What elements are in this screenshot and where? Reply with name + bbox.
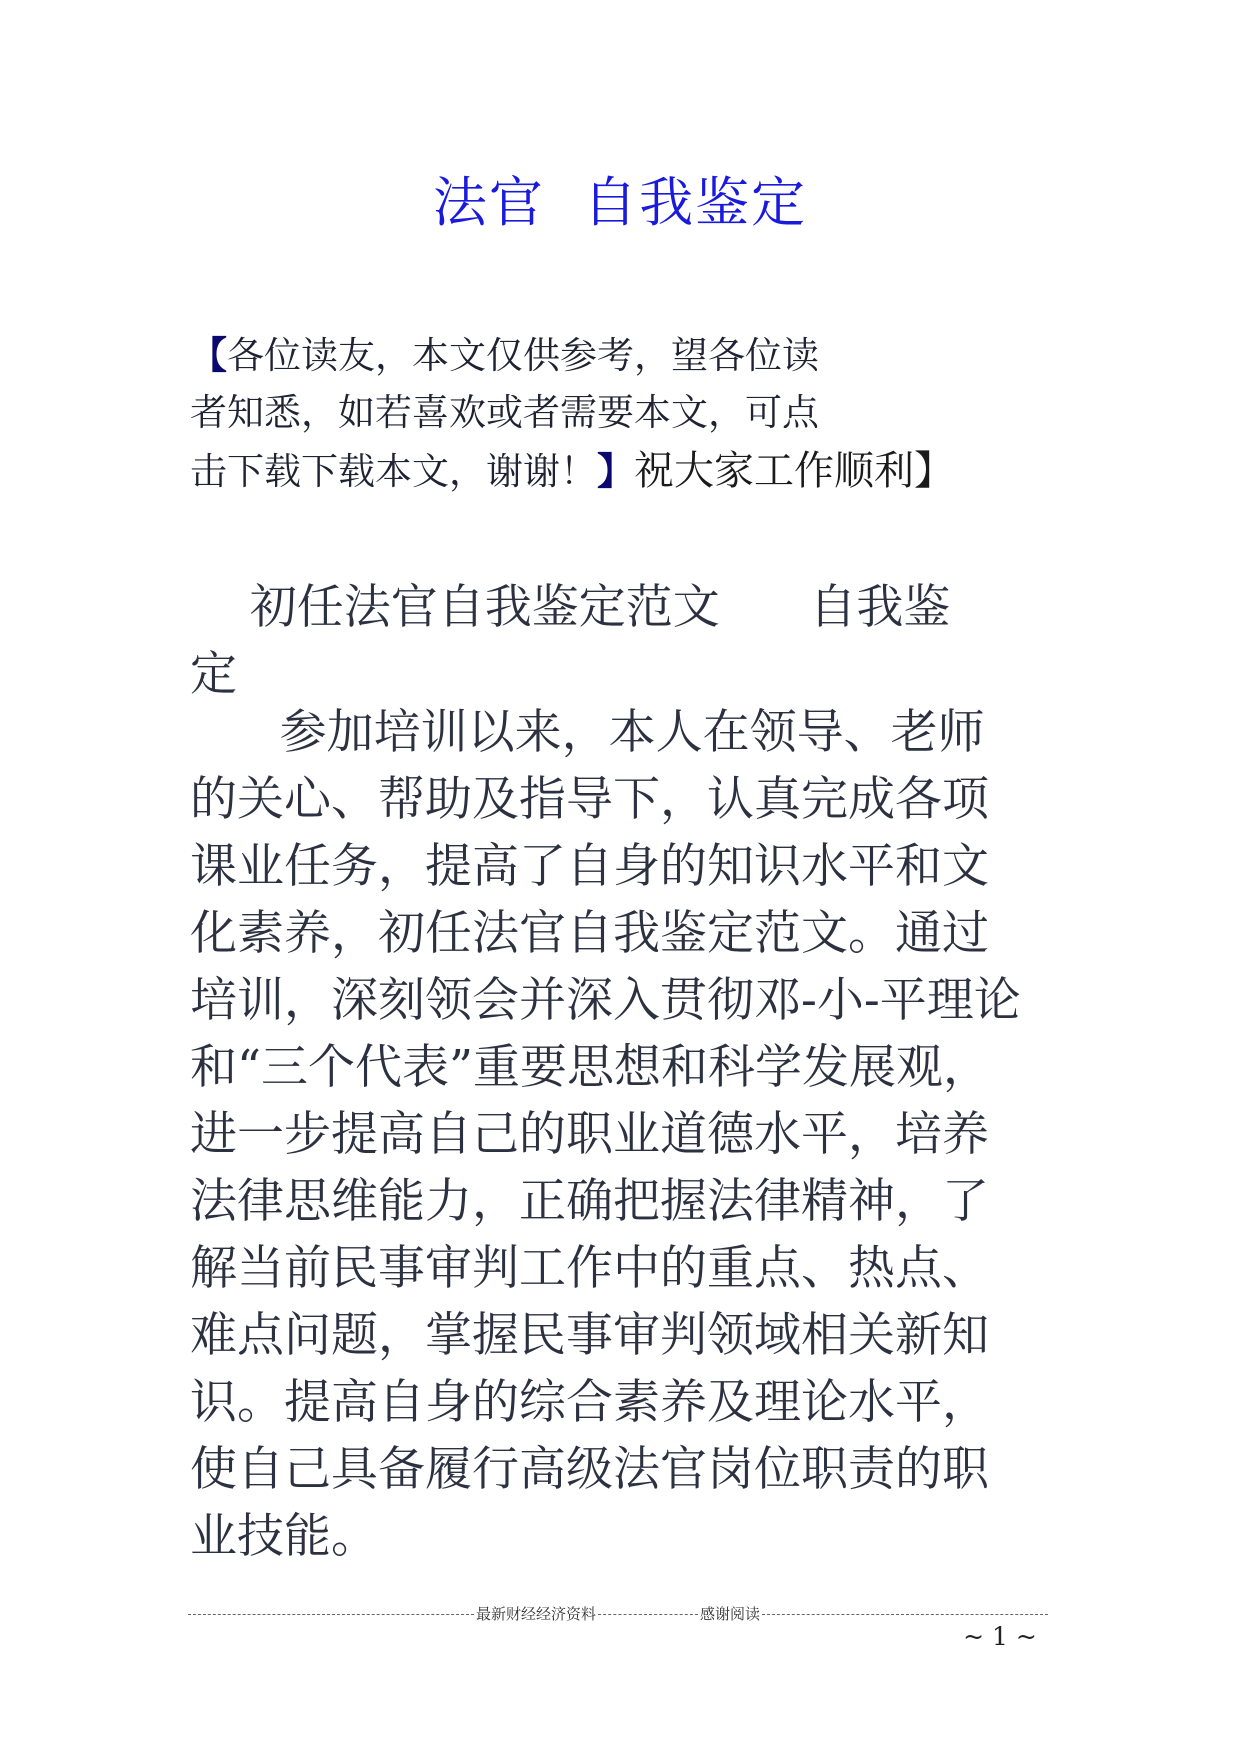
document-title: 法官 自我鉴定 [432,171,808,234]
footer-dash-left [188,1614,474,1615]
document-body [190,574,1070,1570]
body-line: 和“三个代表”重要思想和科学发展观， [190,1040,991,1095]
body-line: 识。提高自身的综合素养及理论水平， [190,1375,989,1430]
body-line: 课业任务，提高了自身的知识水平和文 [190,839,989,894]
body-line: 解当前民事审判工作中的重点、热点、 [190,1241,989,1296]
body-line: 参加培训以来，本人在领导、老师 [190,705,985,760]
body-line: 的关心、帮助及指导下，认真完成各项 [190,772,989,827]
notice-line-3: 击下载下载本文，谢谢！ [190,450,597,493]
body-line: 化素养，初任法官自我鉴定范文。通过 [190,906,989,961]
footer-dash-middle [598,1614,698,1615]
body-line: 难点问题，掌握民事审判领域相关新知 [190,1308,989,1363]
body-line: 培训，深刻领会并深入贯彻邓-小-平理论 [190,973,1021,1028]
notice-line-2: 者知悉，如若喜欢或者需要本文，可点 [190,391,819,434]
download-notice [190,326,1050,500]
footer-rule [188,1603,1048,1624]
body-line: 初任法官自我鉴定范文 自我鉴 [190,580,951,635]
body-line: 进一步提高自己的职业道德水平，培养 [190,1107,989,1162]
footer-label-right: 感谢阅读 [700,1605,761,1623]
notice-open-bracket: 【 [190,333,227,377]
page-number: ~ 1 ~ [963,1622,1037,1651]
body-line: 定 [190,647,237,702]
body-line: 业技能。 [190,1509,378,1564]
body-line: 使自己具备履行高级法官岗位职责的职 [190,1442,989,1497]
body-line: 法律思维能力，正确把握法律精神，了 [190,1174,989,1229]
footer-label-left: 最新财经经济资料 [475,1605,596,1623]
notice-close-bracket: 】 [597,449,634,493]
notice-wish: 祝大家工作顺利】 [634,448,954,494]
notice-line-1: 各位读友，本文仅供参考，望各位读 [227,334,819,377]
footer-dash-right [762,1614,1048,1615]
